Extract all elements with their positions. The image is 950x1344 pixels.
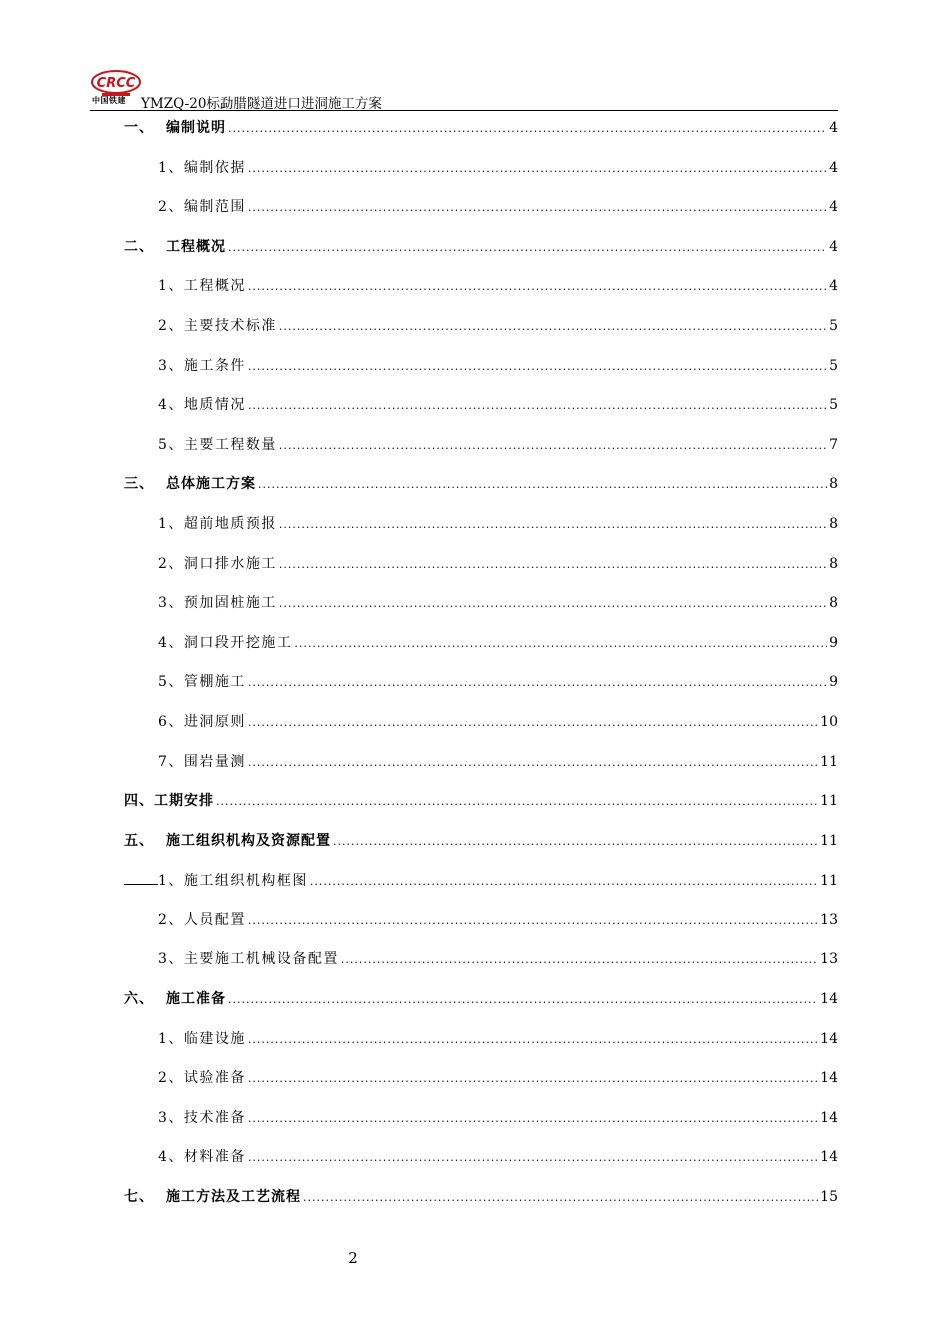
toc-entry-title: 围岩量测: [183, 753, 246, 770]
dot-leader: [279, 594, 827, 614]
toc-entry[interactable]: [124, 906, 838, 946]
toc-entry-label: [158, 514, 277, 534]
toc-entry-page: 7: [829, 436, 838, 453]
toc-entry-label: [124, 1187, 301, 1207]
toc-entry-title: 超前地质预报: [183, 515, 277, 532]
toc-entry-label: [158, 316, 277, 336]
toc-entry-number: 5、: [158, 436, 184, 453]
toc-entry-label: [158, 276, 246, 296]
toc-entry-page: 5: [829, 317, 838, 334]
toc-entry-page: 4: [829, 238, 838, 255]
dot-leader: [216, 792, 818, 812]
toc-entry-label: [158, 435, 277, 455]
toc-entry-title: 施工准备: [166, 991, 226, 1008]
toc-entry-label: [124, 237, 226, 257]
toc-entry-title: 洞口段开挖施工: [183, 634, 293, 651]
page-header: [90, 62, 838, 111]
toc-entry-title: 洞口排水施工: [183, 555, 277, 572]
toc-entry-title: 主要施工机械设备配置: [183, 951, 339, 968]
header-title: YMZQ-20标勐腊隧道进口进洞施工方案: [141, 96, 382, 112]
toc-entry-number: 2、: [158, 1070, 184, 1087]
toc-entry[interactable]: [124, 1104, 838, 1144]
toc-entry-label: [124, 118, 226, 138]
dot-leader: [341, 950, 818, 970]
toc-entry-number: 5、: [158, 674, 184, 691]
toc-entry-page: 11: [820, 793, 838, 810]
dot-leader: [258, 475, 827, 495]
toc-entry[interactable]: [124, 193, 838, 233]
toc-entry-number: 1、: [158, 159, 184, 176]
toc-entry-title: 地质情况: [183, 397, 246, 414]
toc-entry-number: 七、: [124, 1189, 154, 1206]
dot-leader: [248, 1148, 818, 1168]
toc-entry-title: 四、工期安排: [124, 793, 214, 810]
dot-leader: [248, 911, 818, 931]
toc-entry[interactable]: [124, 945, 838, 985]
toc-entry[interactable]: [124, 787, 838, 827]
toc-entry-page: 11: [820, 832, 838, 849]
toc-entry[interactable]: [124, 550, 838, 590]
toc-entry-title: 主要工程数量: [183, 436, 277, 453]
toc-entry[interactable]: [124, 154, 838, 194]
toc-entry-label: [124, 474, 256, 494]
toc-entry-number: 1、: [158, 873, 184, 890]
toc-entry[interactable]: [124, 510, 838, 550]
toc-entry-page: 9: [829, 674, 838, 691]
toc-entry-title: 施工组织机构及资源配置: [166, 832, 331, 849]
dot-leader: [248, 673, 827, 693]
toc-entry-number: 二、: [124, 238, 154, 255]
toc-entry-page: 9: [829, 634, 838, 651]
toc-entry-number: 2、: [158, 317, 184, 334]
toc-entry-label: [158, 1068, 246, 1088]
toc-entry-title: 进洞原则: [183, 713, 246, 730]
toc-entry-page: 11: [820, 753, 838, 770]
toc-entry-number: 2、: [158, 555, 184, 572]
toc-entry-title: 编制范围: [183, 199, 246, 216]
svg-text:CRCC: CRCC: [96, 76, 136, 91]
toc-entry[interactable]: [124, 748, 838, 788]
toc-entry[interactable]: [124, 233, 838, 273]
toc-entry-label: [158, 1029, 246, 1049]
toc-entry-title: 预加固桩施工: [183, 595, 277, 612]
toc-entry-number: 4、: [158, 634, 184, 651]
dot-leader: [294, 634, 827, 654]
toc-entry-title: 管棚施工: [183, 674, 246, 691]
toc-entry[interactable]: [124, 272, 838, 312]
toc-entry-label: [158, 197, 246, 217]
toc-entry-number: 一、: [124, 120, 154, 136]
underline-mark: [124, 870, 158, 885]
toc-entry-page: 11: [820, 873, 838, 890]
toc-entry-page: 13: [820, 911, 838, 928]
dot-leader: [228, 990, 818, 1010]
toc-entry-title: 施工方法及工艺流程: [166, 1189, 301, 1206]
toc-entry-page: 14: [820, 1030, 838, 1047]
toc-entry-label: [158, 752, 246, 772]
toc-entry-label: [158, 712, 246, 732]
toc-entry-title: 技术准备: [183, 1109, 246, 1126]
dot-leader: [248, 357, 827, 377]
toc-entry[interactable]: [124, 827, 838, 867]
toc-entry-number: 2、: [158, 199, 184, 216]
toc-entry-title: 工程概况: [166, 238, 226, 255]
toc-entry-label: [158, 633, 292, 653]
toc-entry-title: 试验准备: [183, 1070, 246, 1087]
toc-entry-page: 13: [820, 951, 838, 968]
dot-leader: [248, 1069, 818, 1089]
toc-entry-number: 3、: [158, 357, 184, 374]
table-of-contents: [124, 114, 838, 1223]
toc-entry[interactable]: [124, 629, 838, 669]
dot-leader: [310, 872, 818, 892]
toc-entry[interactable]: [124, 1064, 838, 1104]
toc-entry-label: [158, 910, 246, 930]
toc-entry-page: 4: [829, 278, 838, 295]
logo-caption: 中国铁建: [92, 96, 126, 105]
toc-entry-title: 施工组织机构框图: [183, 873, 308, 890]
toc-entry-label: [124, 831, 331, 851]
toc-entry-number: 2、: [158, 911, 184, 928]
toc-entry-label: [158, 1108, 246, 1128]
dot-leader: [248, 396, 827, 416]
toc-entry-title: 编制说明: [166, 120, 226, 136]
toc-entry-title: 人员配置: [183, 911, 246, 928]
toc-entry-page: 5: [829, 397, 838, 414]
dot-leader: [248, 277, 827, 297]
toc-entry-page: 14: [820, 991, 838, 1008]
toc-entry-number: 7、: [158, 753, 184, 770]
toc-entry-number: 1、: [158, 1030, 184, 1047]
toc-entry-number: 4、: [158, 1149, 184, 1166]
toc-entry[interactable]: [124, 312, 838, 352]
toc-entry-label: [158, 870, 308, 891]
toc-entry-title: 编制依据: [183, 159, 246, 176]
dot-leader: [248, 159, 827, 179]
toc-entry-number: 4、: [158, 397, 184, 414]
toc-entry-label: [124, 989, 226, 1009]
toc-entry-page: 4: [829, 120, 838, 136]
toc-entry-page: 14: [820, 1149, 838, 1166]
toc-entry[interactable]: [124, 1025, 838, 1065]
dot-leader: [333, 832, 818, 852]
toc-entry-number: 6、: [158, 713, 184, 730]
dot-leader: [228, 238, 827, 258]
toc-entry-number: 三、: [124, 476, 154, 493]
toc-entry-title: 施工条件: [183, 357, 246, 374]
toc-entry-title: 临建设施: [183, 1030, 246, 1047]
dot-leader: [279, 515, 827, 535]
toc-entry-page: 14: [820, 1070, 838, 1087]
toc-entry[interactable]: [124, 352, 838, 392]
toc-entry-number: 五、: [124, 832, 154, 849]
toc-entry-page: 15: [820, 1189, 838, 1206]
toc-entry-title: 主要技术标准: [183, 317, 277, 334]
toc-entry[interactable]: [124, 866, 838, 906]
toc-entry-page: 8: [829, 595, 838, 612]
toc-entry-label: [158, 395, 246, 415]
toc-entry-title: 材料准备: [183, 1149, 246, 1166]
toc-entry-label: [158, 158, 246, 178]
dot-leader: [279, 317, 827, 337]
toc-entry-page: 14: [820, 1109, 838, 1126]
toc-entry[interactable]: [124, 668, 838, 708]
toc-entry-page: 10: [820, 713, 838, 730]
toc-entry[interactable]: [124, 589, 838, 629]
dot-leader: [228, 119, 827, 139]
dot-leader: [279, 555, 827, 575]
dot-leader: [248, 753, 818, 773]
toc-entry[interactable]: [124, 391, 838, 431]
toc-entry-number: 六、: [124, 991, 154, 1008]
toc-entry[interactable]: [124, 1143, 838, 1183]
toc-entry-label: [158, 1147, 246, 1167]
dot-leader: [248, 1109, 818, 1129]
toc-entry-number: 1、: [158, 515, 184, 532]
toc-entry-page: 4: [829, 199, 838, 216]
toc-entry-label: [158, 672, 246, 692]
toc-entry-title: 工程概况: [183, 278, 246, 295]
toc-entry-page: 8: [829, 555, 838, 572]
toc-entry-number: 3、: [158, 595, 184, 612]
toc-entry-page: 8: [829, 515, 838, 532]
toc-entry-label: [158, 949, 339, 969]
toc-entry-label: [158, 593, 277, 613]
toc-entry-page: 4: [829, 159, 838, 176]
toc-entry-title: 总体施工方案: [166, 476, 256, 493]
toc-entry-number: 3、: [158, 1109, 184, 1126]
toc-entry-page: 5: [829, 357, 838, 374]
toc-entry[interactable]: [124, 431, 838, 471]
dot-leader: [303, 1188, 818, 1208]
dot-leader: [248, 1030, 818, 1050]
toc-entry[interactable]: [124, 114, 838, 154]
toc-entry-label: [158, 356, 246, 376]
toc-entry[interactable]: [124, 470, 838, 510]
toc-entry-label: [124, 791, 214, 811]
dot-leader: [248, 713, 818, 733]
toc-entry-label: [158, 554, 277, 574]
page-number: 2: [348, 1249, 358, 1267]
toc-entry[interactable]: [124, 708, 838, 748]
toc-entry-number: 3、: [158, 951, 184, 968]
toc-entry[interactable]: [124, 1183, 838, 1223]
toc-entry-number: 1、: [158, 278, 184, 295]
toc-entry[interactable]: [124, 985, 838, 1025]
dot-leader: [279, 436, 827, 456]
toc-entry-page: 8: [829, 476, 838, 493]
dot-leader: [248, 198, 827, 218]
